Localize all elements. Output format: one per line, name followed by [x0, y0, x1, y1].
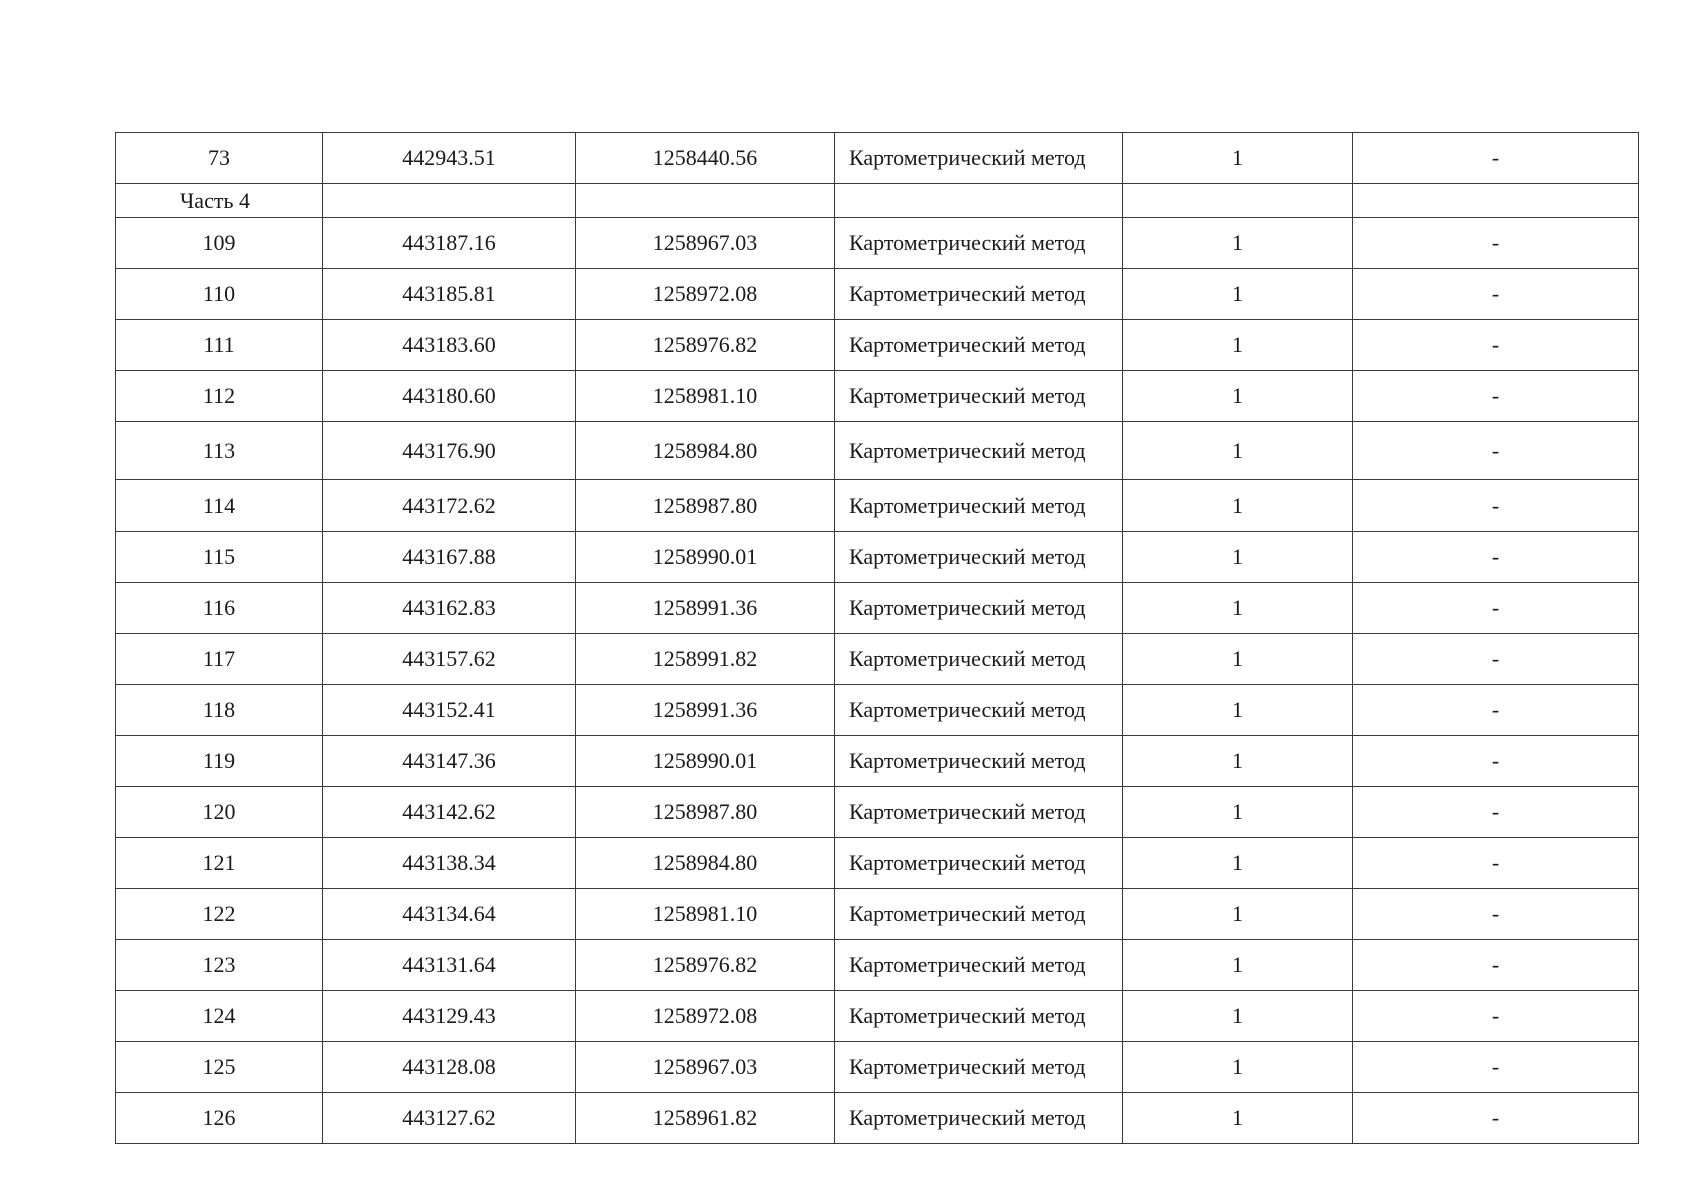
- cell-x-coordinate: 443172.62: [323, 480, 576, 532]
- coordinates-table: [115, 132, 1639, 1144]
- cell-x-coordinate: 443180.60: [323, 371, 576, 422]
- cell-accuracy: 1: [1123, 269, 1353, 320]
- section-label: Часть 4: [116, 184, 323, 218]
- table-row: [116, 422, 1639, 480]
- cell-point-number: 73: [116, 133, 323, 184]
- table-row: [116, 133, 1639, 184]
- cell-note: -: [1353, 787, 1639, 838]
- cell-y-coordinate: 1258991.36: [576, 685, 835, 736]
- cell-y-coordinate: 1258976.82: [576, 940, 835, 991]
- cell-method: Картометрический метод: [835, 218, 1123, 269]
- cell-y-coordinate: 1258991.36: [576, 583, 835, 634]
- cell-method: Картометрический метод: [835, 320, 1123, 371]
- cell-accuracy: 1: [1123, 685, 1353, 736]
- cell-point-number: 117: [116, 634, 323, 685]
- cell-accuracy: 1: [1123, 133, 1353, 184]
- table-row: [116, 480, 1639, 532]
- cell-method: Картометрический метод: [835, 634, 1123, 685]
- cell-x-coordinate: 442943.51: [323, 133, 576, 184]
- cell-accuracy: 1: [1123, 940, 1353, 991]
- cell-x-coordinate: 443183.60: [323, 320, 576, 371]
- cell-point-number: 125: [116, 1042, 323, 1093]
- cell-note: -: [1353, 736, 1639, 787]
- cell-x-coordinate: 443134.64: [323, 889, 576, 940]
- cell-method: Картометрический метод: [835, 940, 1123, 991]
- cell-point-number: 121: [116, 838, 323, 889]
- cell-point-number: 124: [116, 991, 323, 1042]
- cell-x-coordinate: 443127.62: [323, 1093, 576, 1144]
- cell-note: -: [1353, 422, 1639, 480]
- cell-method: Картометрический метод: [835, 787, 1123, 838]
- cell-y-coordinate: 1258976.82: [576, 320, 835, 371]
- cell-note: -: [1353, 940, 1639, 991]
- cell-method: Картометрический метод: [835, 889, 1123, 940]
- cell-y-coordinate: 1258972.08: [576, 991, 835, 1042]
- cell-y-coordinate: 1258984.80: [576, 422, 835, 480]
- cell-note: -: [1353, 685, 1639, 736]
- table-row: [116, 1093, 1639, 1144]
- cell-note: -: [1353, 480, 1639, 532]
- cell-method: Картометрический метод: [835, 838, 1123, 889]
- table-row: [116, 889, 1639, 940]
- cell-y-coordinate: 1258967.03: [576, 218, 835, 269]
- table-row: [116, 269, 1639, 320]
- cell-y-coordinate: 1258967.03: [576, 1042, 835, 1093]
- cell-method: Картометрический метод: [835, 480, 1123, 532]
- cell-y-coordinate: 1258961.82: [576, 1093, 835, 1144]
- cell-y-coordinate: 1258990.01: [576, 532, 835, 583]
- cell-point-number: 118: [116, 685, 323, 736]
- cell-y-coordinate: 1258440.56: [576, 133, 835, 184]
- table-row: [116, 787, 1639, 838]
- empty-cell: [576, 184, 835, 218]
- cell-method: Картометрический метод: [835, 685, 1123, 736]
- cell-x-coordinate: 443142.62: [323, 787, 576, 838]
- cell-method: Картометрический метод: [835, 991, 1123, 1042]
- table-row: [116, 634, 1639, 685]
- cell-method: Картометрический метод: [835, 736, 1123, 787]
- cell-method: Картометрический метод: [835, 583, 1123, 634]
- cell-note: -: [1353, 371, 1639, 422]
- cell-y-coordinate: 1258981.10: [576, 371, 835, 422]
- table-row: [116, 940, 1639, 991]
- cell-x-coordinate: 443176.90: [323, 422, 576, 480]
- cell-note: -: [1353, 532, 1639, 583]
- cell-accuracy: 1: [1123, 1042, 1353, 1093]
- cell-accuracy: 1: [1123, 480, 1353, 532]
- cell-x-coordinate: 443187.16: [323, 218, 576, 269]
- coordinates-table-body: [116, 133, 1639, 1144]
- cell-note: -: [1353, 634, 1639, 685]
- cell-y-coordinate: 1258987.80: [576, 787, 835, 838]
- table-row: [116, 583, 1639, 634]
- cell-x-coordinate: 443162.83: [323, 583, 576, 634]
- cell-x-coordinate: 443131.64: [323, 940, 576, 991]
- cell-note: -: [1353, 991, 1639, 1042]
- cell-point-number: 112: [116, 371, 323, 422]
- cell-method: Картометрический метод: [835, 269, 1123, 320]
- cell-note: -: [1353, 889, 1639, 940]
- cell-x-coordinate: 443128.08: [323, 1042, 576, 1093]
- table-row: [116, 320, 1639, 371]
- cell-accuracy: 1: [1123, 532, 1353, 583]
- cell-accuracy: 1: [1123, 583, 1353, 634]
- cell-point-number: 120: [116, 787, 323, 838]
- cell-point-number: 114: [116, 480, 323, 532]
- cell-note: -: [1353, 269, 1639, 320]
- cell-x-coordinate: 443138.34: [323, 838, 576, 889]
- cell-point-number: 123: [116, 940, 323, 991]
- cell-accuracy: 1: [1123, 991, 1353, 1042]
- cell-accuracy: 1: [1123, 634, 1353, 685]
- cell-note: -: [1353, 1042, 1639, 1093]
- cell-y-coordinate: 1258991.82: [576, 634, 835, 685]
- cell-method: Картометрический метод: [835, 422, 1123, 480]
- table-row: [116, 218, 1639, 269]
- table-row: [116, 991, 1639, 1042]
- cell-x-coordinate: 443185.81: [323, 269, 576, 320]
- cell-y-coordinate: 1258990.01: [576, 736, 835, 787]
- cell-method: Картометрический метод: [835, 371, 1123, 422]
- cell-accuracy: 1: [1123, 371, 1353, 422]
- cell-x-coordinate: 443167.88: [323, 532, 576, 583]
- empty-cell: [835, 184, 1123, 218]
- cell-point-number: 126: [116, 1093, 323, 1144]
- cell-note: -: [1353, 218, 1639, 269]
- table-row: [116, 532, 1639, 583]
- cell-x-coordinate: 443147.36: [323, 736, 576, 787]
- cell-y-coordinate: 1258984.80: [576, 838, 835, 889]
- cell-point-number: 115: [116, 532, 323, 583]
- cell-y-coordinate: 1258987.80: [576, 480, 835, 532]
- table-row: [116, 838, 1639, 889]
- cell-note: -: [1353, 838, 1639, 889]
- empty-cell: [323, 184, 576, 218]
- table-section-row: [116, 184, 1639, 218]
- cell-accuracy: 1: [1123, 218, 1353, 269]
- cell-point-number: 109: [116, 218, 323, 269]
- cell-note: -: [1353, 133, 1639, 184]
- cell-x-coordinate: 443129.43: [323, 991, 576, 1042]
- cell-x-coordinate: 443157.62: [323, 634, 576, 685]
- cell-accuracy: 1: [1123, 320, 1353, 371]
- cell-point-number: 110: [116, 269, 323, 320]
- cell-accuracy: 1: [1123, 889, 1353, 940]
- cell-y-coordinate: 1258981.10: [576, 889, 835, 940]
- table-row: [116, 736, 1639, 787]
- cell-accuracy: 1: [1123, 1093, 1353, 1144]
- cell-point-number: 122: [116, 889, 323, 940]
- empty-cell: [1353, 184, 1639, 218]
- cell-note: -: [1353, 1093, 1639, 1144]
- table-row: [116, 1042, 1639, 1093]
- cell-method: Картометрический метод: [835, 1093, 1123, 1144]
- cell-note: -: [1353, 583, 1639, 634]
- cell-y-coordinate: 1258972.08: [576, 269, 835, 320]
- cell-point-number: 119: [116, 736, 323, 787]
- empty-cell: [1123, 184, 1353, 218]
- cell-method: Картометрический метод: [835, 532, 1123, 583]
- cell-method: Картометрический метод: [835, 133, 1123, 184]
- cell-accuracy: 1: [1123, 422, 1353, 480]
- cell-note: -: [1353, 320, 1639, 371]
- cell-method: Картометрический метод: [835, 1042, 1123, 1093]
- cell-accuracy: 1: [1123, 838, 1353, 889]
- cell-point-number: 111: [116, 320, 323, 371]
- table-row: [116, 371, 1639, 422]
- cell-point-number: 116: [116, 583, 323, 634]
- table-row: [116, 685, 1639, 736]
- cell-accuracy: 1: [1123, 736, 1353, 787]
- cell-x-coordinate: 443152.41: [323, 685, 576, 736]
- cell-point-number: 113: [116, 422, 323, 480]
- cell-accuracy: 1: [1123, 787, 1353, 838]
